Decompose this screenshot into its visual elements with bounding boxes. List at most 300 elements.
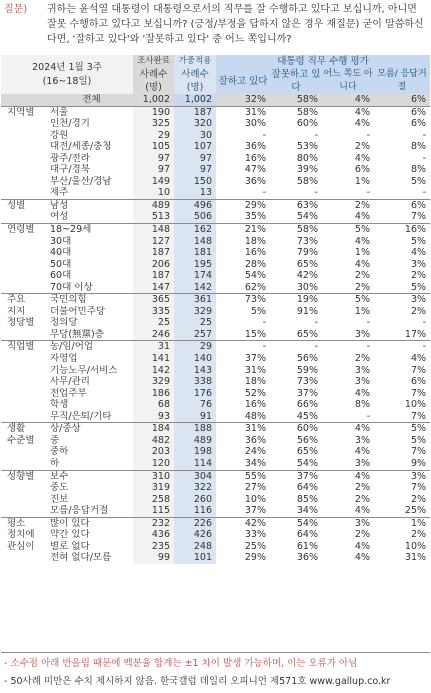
subgroup-cell: 더불어민주당 [50, 305, 106, 317]
table-row [1, 294, 430, 306]
question-text: 귀하는 윤석열 대통령이 대통령으로서의 직무를 잘 수행하고 있다고 보십니까, 아니면 잘못 수행하고 있다고 보십니까? (긍정/부정을 답하지 않은 경우 재질문) 굳이 말씀하신다면, '잘하고 있다'와 '잘못하고 있다' 중 어느 쪽입니까? [47, 4, 424, 45]
weighted-count-cell: 101 [174, 552, 216, 564]
negative-pct-cell: 30% [296, 281, 318, 293]
positive-pct-cell: 54% [244, 270, 266, 282]
dk-pct-cell: 6% [410, 376, 427, 388]
survey-count-cell: 97 [133, 164, 174, 176]
negative-pct-cell: 58% [270, 94, 322, 106]
survey-count-cell: 68 [133, 399, 174, 411]
weighted-count-cell: 195 [174, 259, 216, 271]
survey-count-cell: 187 [133, 270, 174, 282]
positive-pct-cell: - [262, 317, 266, 329]
neither-pct-cell: 2% [354, 353, 370, 365]
subgroup-cell: 학생 [50, 399, 69, 411]
dk-pct-cell: 1% [374, 517, 430, 529]
group-cell: 지지 [7, 305, 26, 317]
weighted-count-cell: 143 [174, 365, 216, 377]
dk-pct-cell: - [422, 129, 427, 141]
negative-pct-cell: 34% [296, 505, 318, 517]
group-cell [1, 446, 47, 458]
subgroup-cell: 전체 [47, 94, 133, 106]
survey-count-cell: 329 [133, 376, 174, 388]
positive-pct-cell: 29% [216, 199, 270, 211]
subgroup-cell: 중 [50, 434, 60, 446]
group-cell [1, 552, 47, 564]
group-cell: 주요 [1, 294, 47, 306]
survey-count-cell: 232 [133, 517, 174, 529]
positive-pct-cell: 55% [216, 470, 270, 482]
neither-pct-cell: 4% [354, 152, 370, 164]
subgroup-cell: 별로 없다 [50, 540, 90, 552]
positive-pct-cell: 5% [250, 305, 266, 317]
dk-pct-cell: 4% [410, 353, 427, 365]
subgroup-cell: 70대 이상 [50, 281, 93, 293]
table-row [1, 494, 430, 506]
weighted-count-cell: 181 [174, 247, 216, 259]
survey-count-cell: 31 [133, 341, 174, 353]
positive-pct-cell: 30% [244, 118, 266, 130]
table-row [1, 176, 430, 188]
negative-pct-cell: 80% [296, 152, 318, 164]
positive-pct-cell: - [216, 341, 270, 353]
table-row [1, 399, 430, 411]
group-cell [1, 187, 47, 199]
group-cell [1, 399, 47, 411]
survey-count-cell: 141 [133, 353, 174, 365]
neither-pct-cell: 5% [322, 294, 374, 306]
neither-pct-cell: 4% [354, 235, 370, 247]
neither-pct-cell: 2% [354, 141, 370, 153]
survey-count-cell: 310 [133, 470, 174, 482]
table-row [1, 529, 430, 541]
subgroup-cell: 사무/관리 [50, 376, 90, 388]
group-cell [1, 388, 47, 400]
survey-count-cell: 10 [133, 187, 174, 199]
subgroup-cell: 정의당 [50, 317, 78, 329]
positive-pct-cell: 73% [216, 294, 270, 306]
weighted-count-cell: 29 [174, 341, 216, 353]
table-header [1, 55, 430, 94]
header-unit: (명) [145, 82, 162, 93]
table-row [1, 341, 430, 353]
weighted-count-cell: 198 [174, 446, 216, 458]
group-cell: 연령별 [1, 224, 47, 236]
table-row [1, 306, 430, 318]
survey-count-cell: 99 [133, 552, 174, 564]
neither-pct-cell: 1% [354, 175, 370, 187]
survey-count-cell: 29 [133, 130, 174, 142]
header-sample-2: 사례수 [181, 69, 209, 80]
neither-pct-cell: 2% [354, 270, 370, 282]
negative-pct-cell: 61% [296, 540, 318, 552]
table-row [1, 446, 430, 458]
subgroup-cell: 농/임/어업 [47, 341, 133, 353]
dk-pct-cell: 16% [374, 224, 430, 236]
survey-count-cell: 203 [133, 446, 174, 458]
dk-pct-cell: 3% [374, 294, 430, 306]
survey-count-cell: 127 [133, 236, 174, 248]
positive-pct-cell: 15% [244, 328, 266, 340]
group-cell [1, 270, 47, 282]
subgroup-cell: 30대 [50, 235, 72, 247]
weighted-count-cell: 97 [174, 153, 216, 165]
group-cell [1, 236, 47, 248]
header-date-range: (16~18일) [42, 75, 92, 87]
dk-pct-cell: 5% [374, 423, 430, 435]
positive-pct-cell: - [262, 187, 266, 199]
weighted-count-cell: 226 [174, 517, 216, 529]
dk-pct-cell: 10% [404, 399, 427, 411]
table-row [1, 365, 430, 377]
survey-count-cell: 147 [133, 282, 174, 294]
positive-pct-cell: 16% [244, 152, 266, 164]
survey-count-cell: 148 [133, 224, 174, 236]
question-label: 질문) [4, 4, 28, 15]
positive-pct-cell: 27% [244, 482, 266, 494]
dk-pct-cell: 3% [374, 470, 430, 482]
weighted-count-cell: 148 [174, 236, 216, 248]
negative-pct-cell: - [314, 187, 318, 199]
dk-pct-cell: - [422, 317, 427, 329]
dk-pct-cell: 2% [410, 305, 427, 317]
neither-pct-cell: 2% [354, 281, 370, 293]
negative-pct-cell: 85% [296, 493, 318, 505]
positive-pct-cell: 36% [244, 434, 266, 446]
header-date-cell [1, 55, 133, 94]
neither-pct-cell: 2% [354, 529, 370, 541]
group-cell [1, 494, 47, 506]
subgroup-cell: 50대 [50, 258, 72, 270]
subgroup-cell: 자영업 [50, 353, 78, 365]
neither-pct-cell: 4% [354, 540, 370, 552]
neither-pct-cell: 4% [322, 94, 374, 106]
subgroup-cell: 서울 [47, 106, 133, 118]
group-cell [1, 259, 47, 271]
group-cell: 정당별 [7, 317, 35, 329]
positive-pct-cell: 29% [244, 552, 266, 564]
header-sample: 사례수 [139, 69, 168, 80]
negative-pct-cell: 63% [270, 199, 322, 211]
weighted-count-cell: 97 [174, 164, 216, 176]
survey-count-cell: 25 [133, 317, 174, 329]
neither-pct-cell: 2% [354, 493, 370, 505]
table-row [1, 118, 430, 130]
group-cell [1, 458, 47, 470]
table-row [1, 199, 430, 211]
dk-pct-cell: 9% [410, 457, 427, 469]
weighted-count-cell: 76 [174, 399, 216, 411]
footnote-rounding: - 소수점 아래 반올림 때문에 백분율 합계는 ±1 차이 발생 가능하며, 이는 오류가 아님 [4, 658, 358, 669]
dk-pct-cell: 5% [410, 434, 427, 446]
dk-pct-cell: 5% [410, 175, 427, 187]
negative-pct-cell: 19% [270, 294, 322, 306]
neither-pct-cell: 1% [354, 247, 370, 259]
survey-count-cell: 325 [133, 118, 174, 130]
positive-pct-cell: 16% [244, 247, 266, 259]
subgroup-cell: 보수 [47, 470, 133, 482]
subgroup-cell: 부산/울산/경남 [50, 175, 112, 187]
weighted-count-cell: 114 [174, 458, 216, 470]
neither-pct-cell: 3% [354, 376, 370, 388]
positive-pct-cell: 33% [244, 529, 266, 541]
dk-pct-cell: 2% [410, 529, 427, 541]
positive-pct-cell: 62% [244, 281, 266, 293]
dk-pct-cell: 6% [374, 94, 430, 106]
table-row [1, 164, 430, 176]
neither-pct-cell: - [366, 129, 370, 141]
survey-count-cell: 258 [133, 494, 174, 506]
group-cell [1, 118, 47, 130]
footnote-source: - 50사례 미만은 수치 제시하지 않음. 한국갤럽 데일리 오피니언 제571호 www.gallup.co.kr [4, 676, 391, 687]
table-row [1, 317, 430, 329]
group-cell [1, 505, 47, 517]
negative-pct-cell: 73% [296, 235, 318, 247]
dk-pct-cell: 8% [410, 164, 427, 176]
survey-count-cell: 120 [133, 458, 174, 470]
positive-pct-cell: 28% [244, 258, 266, 270]
negative-pct-cell: 91% [296, 305, 318, 317]
table-row [1, 236, 430, 248]
weighted-count-cell: 248 [174, 541, 216, 553]
neither-pct-cell: 6% [354, 164, 370, 176]
weighted-count-cell: 304 [174, 470, 216, 482]
positive-pct-cell: 52% [244, 387, 266, 399]
subgroup-cell: 약간 있다 [50, 529, 90, 541]
positive-pct-cell: 47% [244, 164, 266, 176]
weighted-count-cell: 338 [174, 376, 216, 388]
negative-pct-cell: 58% [270, 224, 322, 236]
subgroup-cell: 하 [50, 457, 60, 469]
subgroup-cell: 기능노무/서비스 [50, 364, 118, 376]
table-row [1, 270, 430, 282]
survey-count-cell: 246 [133, 329, 174, 341]
survey-count-cell: 105 [133, 141, 174, 153]
neither-pct-cell: 4% [354, 118, 370, 130]
negative-pct-cell: 36% [296, 552, 318, 564]
dk-pct-cell: 7% [410, 446, 427, 458]
negative-pct-cell: 45% [296, 410, 318, 422]
group-cell: 생활 [1, 423, 47, 435]
weighted-count-cell: 322 [174, 482, 216, 494]
survey-count-cell: 115 [133, 505, 174, 517]
weighted-count-cell: 13 [174, 187, 216, 199]
neither-pct-cell: - [366, 410, 370, 422]
negative-pct-cell: 56% [296, 353, 318, 365]
dk-pct-cell: 2% [410, 270, 427, 282]
weighted-count-cell: 174 [174, 270, 216, 282]
subgroup-cell: 무당(無黨)층 [50, 328, 104, 340]
footer-rule [1, 652, 430, 653]
neither-pct-cell: 4% [354, 552, 370, 564]
weighted-count-cell: 257 [174, 329, 216, 341]
weighted-count-cell: 506 [174, 211, 216, 223]
neither-pct-cell: - [366, 317, 370, 329]
dk-pct-cell: 6% [410, 118, 427, 130]
weighted-count-cell: 116 [174, 505, 216, 517]
positive-pct-cell: 42% [216, 517, 270, 529]
neither-pct-cell: 4% [322, 423, 374, 435]
dk-pct-cell: 7% [410, 410, 427, 422]
dk-pct-cell: 6% [374, 199, 430, 211]
group-cell: 수준별 [7, 434, 35, 446]
subgroup-cell: 대전/세종/충청 [50, 141, 112, 153]
header-negative: 잘못하고 있다 [271, 69, 321, 93]
survey-count-cell: 142 [133, 365, 174, 377]
header-survey-sample-cell [133, 68, 174, 94]
negative-pct-cell: 66% [296, 399, 318, 411]
neither-pct-cell: - [322, 341, 374, 353]
subgroup-cell: 남성 [47, 199, 133, 211]
table-row [1, 106, 430, 118]
table-body [1, 94, 430, 564]
group-cell: 지역별 [1, 106, 47, 118]
table-row [1, 423, 430, 435]
neither-pct-cell: 4% [354, 505, 370, 517]
weighted-count-cell: 25 [174, 317, 216, 329]
weighted-count-cell: 150 [174, 176, 216, 188]
neither-pct-cell: 2% [322, 199, 374, 211]
dk-pct-cell: 7% [410, 364, 427, 376]
positive-pct-cell: 21% [216, 224, 270, 236]
negative-pct-cell: 65% [296, 446, 318, 458]
group-cell [1, 376, 47, 388]
header-dk: 모름/ 응답거절 [374, 68, 430, 94]
survey-count-cell: 97 [133, 153, 174, 165]
group-cell: 성향별 [1, 470, 47, 482]
survey-count-cell: 186 [133, 388, 174, 400]
header-neither: 어느 쪽도 아니다 [323, 69, 373, 92]
neither-pct-cell: 4% [354, 446, 370, 458]
weighted-count-cell: 320 [174, 118, 216, 130]
negative-pct-cell: - [314, 317, 318, 329]
table-row [1, 470, 430, 482]
table-row [1, 353, 430, 365]
weighted-count-cell: 140 [174, 353, 216, 365]
weighted-count-cell: 426 [174, 529, 216, 541]
weighted-count-cell: 176 [174, 388, 216, 400]
dk-pct-cell: 5% [410, 235, 427, 247]
neither-pct-cell: 3% [354, 457, 370, 469]
table-row [1, 153, 430, 165]
dk-pct-cell: 3% [410, 258, 427, 270]
weighted-count-cell: 30 [174, 130, 216, 142]
group-cell: 평소 [1, 517, 47, 529]
group-cell [1, 247, 47, 259]
neither-pct-cell: 3% [354, 434, 370, 446]
subgroup-cell: 국민의힘 [47, 294, 133, 306]
dk-pct-cell: 17% [404, 328, 427, 340]
table-row [1, 247, 430, 259]
group-cell [1, 176, 47, 188]
neither-pct-cell: 1% [354, 305, 370, 317]
weighted-count-cell: 1,002 [174, 94, 216, 106]
table-row [1, 517, 430, 529]
table-row [1, 141, 430, 153]
header-eval-title: 대통령 직무 수행 평가 [216, 55, 430, 68]
negative-pct-cell: 58% [270, 106, 322, 118]
dk-pct-cell: 7% [410, 211, 427, 223]
neither-pct-cell: 3% [354, 328, 370, 340]
neither-pct-cell: 2% [354, 482, 370, 494]
table-row [1, 329, 430, 341]
group-cell [1, 130, 47, 142]
subgroup-cell: 전혀 없다/모름 [50, 552, 112, 564]
subgroup-cell: 중도 [50, 482, 69, 494]
negative-pct-cell: 60% [270, 423, 322, 435]
negative-pct-cell: 37% [296, 387, 318, 399]
survey-count-cell: 436 [133, 529, 174, 541]
table-row [1, 211, 430, 223]
table-row [1, 482, 430, 494]
header-survey: 조사완료 [133, 55, 174, 68]
subgroup-cell: 60대 [50, 270, 72, 282]
negative-pct-cell: - [270, 341, 322, 353]
weighted-count-cell: 107 [174, 141, 216, 153]
group-cell [1, 329, 47, 341]
weighted-count-cell: 329 [174, 306, 216, 318]
dk-pct-cell: 31% [404, 552, 427, 564]
negative-pct-cell: 65% [296, 258, 318, 270]
group-cell [1, 353, 47, 365]
survey-count-cell: 319 [133, 482, 174, 494]
header-weighted-sample-cell [174, 68, 216, 94]
table-row [1, 282, 430, 294]
table-row [1, 435, 430, 447]
neither-pct-cell: 8% [354, 399, 370, 411]
header-weighted: 가중적용 [174, 55, 216, 68]
dk-pct-cell: 10% [404, 540, 427, 552]
weighted-count-cell: 162 [174, 224, 216, 236]
group-cell: 직업별 [1, 341, 47, 353]
subgroup-cell: 18~29세 [47, 224, 133, 236]
negative-pct-cell: 73% [296, 376, 318, 388]
dk-pct-cell: 2% [410, 493, 427, 505]
dk-pct-cell: 5% [410, 281, 427, 293]
neither-pct-cell: 4% [322, 470, 374, 482]
subgroup-cell: 광주/전라 [50, 152, 90, 164]
negative-pct-cell: 54% [296, 457, 318, 469]
positive-pct-cell: 10% [244, 493, 266, 505]
header-date: 2024년 1월 3주 [32, 61, 102, 73]
dk-pct-cell: 8% [410, 141, 427, 153]
table-row [1, 187, 430, 199]
positive-pct-cell: 37% [244, 505, 266, 517]
weighted-count-cell: 187 [174, 106, 216, 118]
survey-count-cell: 206 [133, 259, 174, 271]
subgroup-cell: 상/중상 [47, 423, 133, 435]
header-unit-2: (명) [186, 82, 204, 93]
survey-count-cell: 93 [133, 411, 174, 423]
table-row [1, 505, 430, 517]
neither-pct-cell: 4% [354, 387, 370, 399]
positive-pct-cell: 25% [244, 540, 266, 552]
weighted-count-cell: 496 [174, 199, 216, 211]
table-row [1, 376, 430, 388]
subgroup-cell: 전업주부 [50, 387, 87, 399]
positive-pct-cell: 24% [244, 446, 266, 458]
positive-pct-cell: 31% [216, 106, 270, 118]
table-row [1, 541, 430, 553]
negative-pct-cell: 64% [296, 529, 318, 541]
survey-count-cell: 187 [133, 247, 174, 259]
dk-pct-cell: - [374, 341, 430, 353]
survey-count-cell: 335 [133, 306, 174, 318]
table-row [1, 411, 430, 423]
positive-pct-cell: - [262, 129, 266, 141]
negative-pct-cell: 39% [296, 164, 318, 176]
table-row [1, 259, 430, 271]
weighted-count-cell: 142 [174, 282, 216, 294]
